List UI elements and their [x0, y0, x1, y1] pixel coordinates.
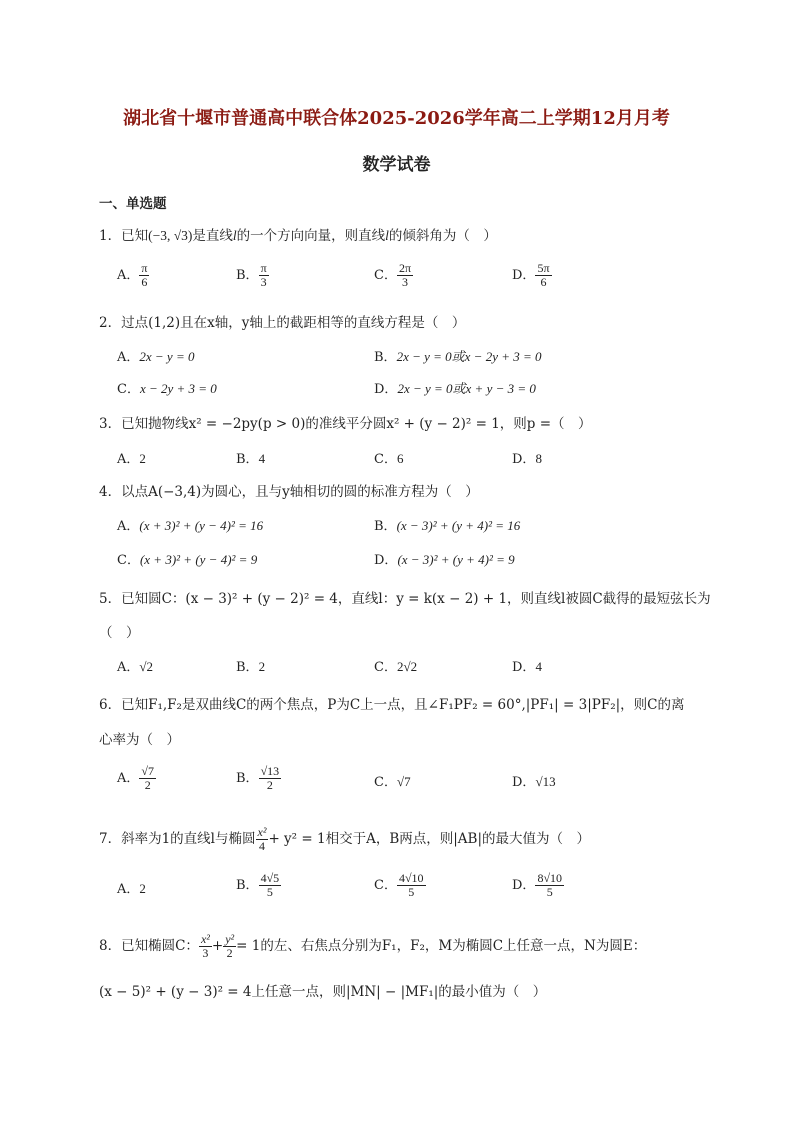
question-3: [99, 414, 592, 434]
question-5-continued: （ ）: [99, 625, 140, 641]
option-a[interactable]: [117, 517, 263, 536]
option-label: A．: [117, 660, 140, 675]
question-number: 7．: [99, 831, 122, 847]
question-text: 以点A(−3,4)为圆心，且与y轴相切的圆的标准方程为（ ）: [121, 484, 479, 500]
fraction: [397, 262, 413, 289]
exam-subtitle: 数学试卷: [362, 155, 431, 175]
fraction: [139, 262, 149, 289]
numerator: y²: [225, 932, 235, 946]
option-text: (x + 3)² + (y − 4)² = 16: [139, 518, 264, 533]
option-text: (x − 3)² + (y + 4)² = 16: [396, 518, 521, 533]
denominator: 4: [258, 839, 265, 853]
option-text: √13: [535, 774, 556, 789]
option-label: C．: [374, 775, 397, 790]
numerator: 4√5: [260, 871, 280, 885]
numerator: x²: [257, 825, 267, 839]
numerator: √13: [260, 764, 280, 778]
option-d[interactable]: [512, 658, 542, 677]
option-c[interactable]: [117, 380, 217, 399]
question-number: 4．: [99, 484, 122, 500]
option-label: B．: [374, 350, 397, 365]
option-label: C．: [374, 452, 397, 467]
numerator: 8√10: [537, 871, 563, 885]
option-c[interactable]: [117, 551, 257, 570]
question-number: 2．: [99, 315, 122, 331]
denominator: 2: [266, 778, 273, 792]
denominator: 5: [408, 885, 415, 899]
option-b[interactable]: [236, 658, 265, 677]
option-text: (x − 3)² + (y + 4)² = 9: [397, 552, 515, 567]
question-text: 已知F₁,F₂是双曲线C的两个焦点，P为C上一点，且∠F₁PF₂ = 60°,|PF₁| = 3|PF₂|，则C的离: [121, 697, 685, 713]
question-6: [99, 695, 684, 715]
numerator: 4√10: [398, 871, 424, 885]
question-text: 已知椭圆C：: [121, 938, 199, 954]
question-8-continued: (x − 5)² + (y − 3)² = 4上任意一点，则|MN| − |MF₁|的最小值为（ ）: [99, 984, 547, 1000]
option-label: B．: [374, 519, 397, 534]
option-text: 4: [535, 659, 542, 674]
vector-expression: (−3, √3): [148, 228, 193, 243]
question-7: [99, 826, 590, 853]
option-a[interactable]: [117, 348, 194, 367]
option-label: B．: [236, 452, 259, 467]
question-text: + y² = 1相交于A，B两点，则|AB|的最大值为（ ）: [268, 831, 591, 847]
option-a[interactable]: [117, 450, 146, 469]
option-label: C．: [374, 268, 397, 283]
option-label: C．: [117, 553, 140, 568]
numerator: π: [141, 261, 148, 275]
numerator: 5π: [537, 261, 550, 275]
option-b[interactable]: [236, 262, 269, 289]
option-d[interactable]: [512, 872, 564, 899]
question-text: 过点(1,2)且在x轴，y轴上的截距相等的直线方程是（ ）: [121, 315, 466, 331]
option-d[interactable]: [512, 262, 552, 289]
numerator: π: [260, 261, 267, 275]
option-c[interactable]: [374, 658, 417, 677]
denominator: 6: [540, 275, 547, 289]
option-label: D．: [374, 382, 398, 397]
numerator: x²: [200, 932, 210, 946]
option-d[interactable]: [374, 380, 536, 399]
option-label: C．: [374, 660, 397, 675]
exam-title: 湖北省十堰市普通高中联合体2025-2026学年高二上学期12月月考: [123, 108, 670, 129]
question-text: 已知抛物线x² = −2py(p > 0)的准线平分圆x² + (y − 2)² = 1，则p =（ ）: [121, 416, 592, 432]
question-number: 1．: [99, 228, 122, 244]
question-text: 的倾斜角为（ ）: [388, 228, 497, 244]
option-label: A．: [117, 771, 140, 786]
option-label: B．: [236, 771, 259, 786]
option-b[interactable]: [374, 517, 520, 536]
option-text: 2x − y = 0或x + y − 3 = 0: [397, 381, 536, 396]
option-a[interactable]: [117, 262, 149, 289]
option-text: 8: [535, 451, 542, 466]
fraction: [199, 933, 212, 960]
option-label: B．: [236, 268, 259, 283]
option-d[interactable]: [374, 551, 515, 570]
option-b[interactable]: [236, 450, 265, 469]
option-b[interactable]: [374, 348, 542, 367]
numerator: 2π: [398, 261, 412, 275]
question-text: = 1的左、右焦点分别为F₁，F₂，M为椭圆C上任意一点，N为圆E：: [236, 938, 647, 954]
option-label: B．: [236, 660, 259, 675]
option-c[interactable]: [374, 262, 413, 289]
fraction: [535, 262, 551, 289]
question-text: 已知圆C：(x − 3)² + (y − 2)² = 4，直线l：y = k(x − 2) + 1，则直线l被圆C截得的最短弦长为: [121, 591, 711, 607]
denominator: 5: [266, 885, 273, 899]
question-8: [99, 933, 646, 960]
option-d[interactable]: [512, 450, 542, 469]
option-label: D．: [374, 553, 398, 568]
option-label: D．: [512, 775, 536, 790]
denominator: 3: [260, 275, 267, 289]
denominator: 5: [546, 885, 553, 899]
option-a[interactable]: [117, 658, 153, 677]
option-label: B．: [236, 878, 259, 893]
option-b[interactable]: [236, 765, 281, 792]
question-text: 的一个方向向量，则直线: [236, 228, 386, 244]
question-number: 6．: [99, 697, 122, 713]
denominator: 6: [141, 275, 148, 289]
line-symbol: l: [385, 228, 389, 243]
option-a[interactable]: [117, 880, 146, 899]
option-text: √2: [139, 659, 154, 674]
question-text: 已知: [121, 228, 149, 244]
option-b[interactable]: [236, 872, 281, 899]
denominator: 2: [144, 778, 151, 792]
fraction: [259, 262, 269, 289]
numerator: √7: [141, 764, 154, 778]
option-label: C．: [374, 878, 397, 893]
question-5: [99, 589, 711, 609]
fraction: [259, 765, 282, 792]
option-label: A．: [117, 350, 140, 365]
option-text: 2: [139, 881, 146, 896]
fraction: [397, 872, 426, 899]
option-text: (x + 3)² + (y − 4)² = 9: [139, 552, 258, 567]
option-c[interactable]: [374, 773, 411, 792]
option-label: A．: [117, 268, 140, 283]
question-text: 斜率为1的直线l与椭圆: [121, 831, 256, 847]
option-text: 2x − y = 0: [139, 349, 195, 364]
option-text: 6: [396, 451, 404, 466]
option-text: 2√2: [396, 659, 418, 674]
option-a[interactable]: [117, 765, 156, 792]
line-symbol: l: [232, 228, 237, 243]
option-text: 2x − y = 0或x − 2y + 3 = 0: [396, 349, 542, 364]
option-text: √7: [396, 774, 411, 789]
question-number: 3．: [99, 416, 122, 432]
question-text: 是直线: [192, 228, 233, 244]
question-1: [99, 226, 497, 246]
option-label: D．: [512, 452, 536, 467]
fraction: [223, 933, 236, 960]
option-c[interactable]: [374, 872, 426, 899]
fraction: [256, 826, 269, 853]
denominator: 2: [226, 946, 233, 960]
question-6-continued: 心率为（ ）: [99, 732, 180, 748]
option-label: A．: [117, 452, 140, 467]
fraction: [139, 765, 156, 792]
option-text: 2: [258, 659, 266, 674]
option-text: x − 2y + 3 = 0: [139, 381, 217, 396]
option-label: D．: [512, 660, 536, 675]
option-d[interactable]: [512, 773, 556, 792]
option-c[interactable]: [374, 450, 403, 469]
option-label: A．: [117, 882, 140, 897]
question-number: 5．: [99, 591, 122, 607]
question-4: [99, 482, 479, 502]
option-label: C．: [117, 382, 140, 397]
denominator: 3: [202, 946, 209, 960]
plus-sign: +: [211, 938, 224, 954]
option-label: D．: [512, 268, 536, 283]
question-2: [99, 313, 465, 333]
denominator: 3: [401, 275, 408, 289]
fraction: [259, 872, 282, 899]
section-heading: 一、单选题: [99, 196, 167, 212]
fraction: [535, 872, 564, 899]
option-text: 2: [139, 451, 146, 466]
question-number: 8．: [99, 938, 122, 954]
option-label: A．: [117, 519, 140, 534]
option-text: 4: [258, 451, 266, 466]
option-label: D．: [512, 878, 536, 893]
